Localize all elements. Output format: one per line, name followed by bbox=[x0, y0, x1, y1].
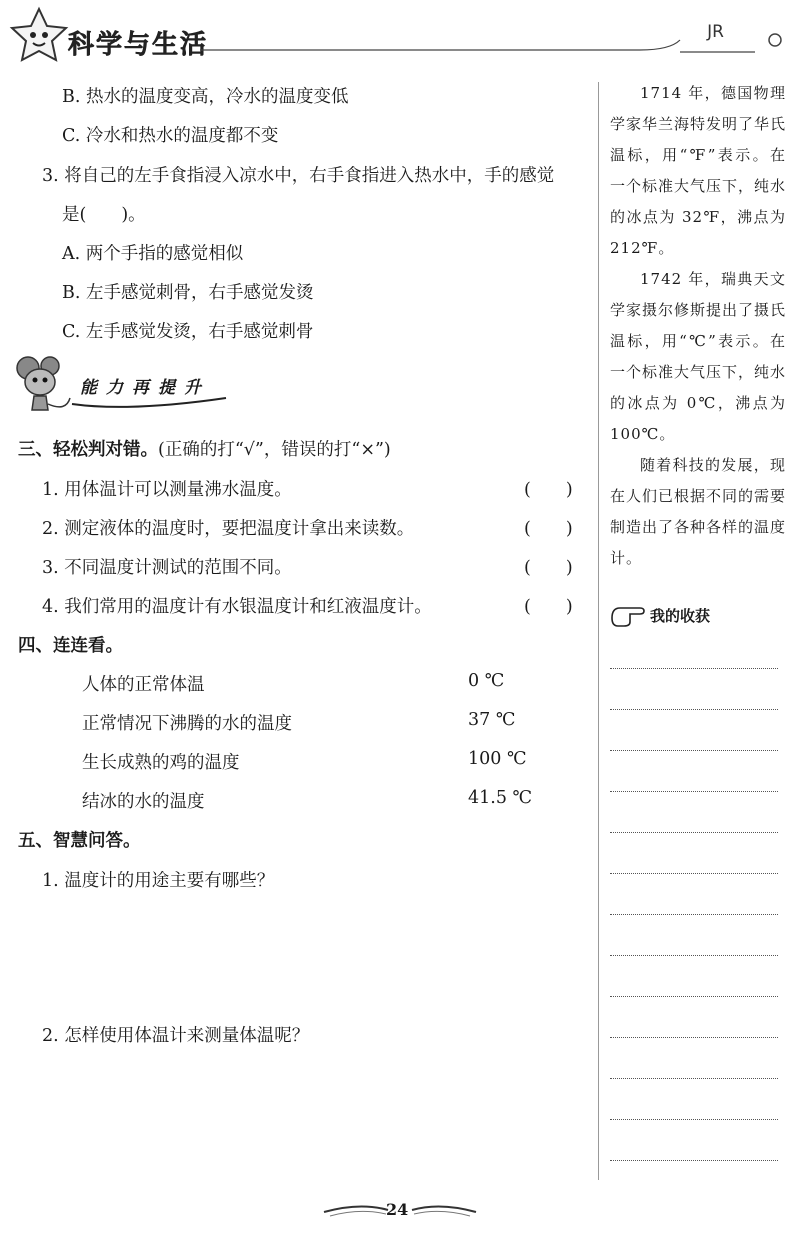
q3-option-c: C. 左手感觉发烫，右手感觉刺骨 bbox=[62, 322, 314, 342]
qa-answer-area-1[interactable] bbox=[42, 898, 582, 1008]
harvest-line[interactable] bbox=[610, 1160, 778, 1161]
harvest-label: 我的收获 bbox=[650, 606, 711, 625]
match-right-1[interactable]: 0 ℃ bbox=[468, 671, 505, 691]
match-right-2[interactable]: 37 ℃ bbox=[468, 710, 516, 730]
part3-title bbox=[18, 436, 391, 461]
q3-stem-line2: 是( )。 bbox=[62, 205, 146, 225]
tf-answer-3[interactable]: ( ) bbox=[524, 558, 573, 578]
harvest-line[interactable] bbox=[610, 873, 778, 874]
part3-note: (正确的打“√”，错误的打“×”) bbox=[158, 440, 391, 460]
q3-option-b: B. 左手感觉刺骨，右手感觉发烫 bbox=[62, 283, 314, 303]
part4-title: 四、连连看。 bbox=[18, 636, 123, 656]
harvest-line[interactable] bbox=[610, 1119, 778, 1120]
harvest-line[interactable] bbox=[610, 1037, 778, 1038]
harvest-line[interactable] bbox=[610, 996, 778, 997]
tf-item-2: 2. 测定液体的温度时，要把温度计拿出来读数。 bbox=[42, 519, 415, 539]
part3-title-text: 三、轻松判对错。 bbox=[18, 440, 158, 460]
sidebar-paragraph: 随着科技的发展，现在人们已根据不同的需要制造出了各种各样的温度计。 bbox=[610, 456, 787, 567]
match-right-4[interactable]: 41.5 ℃ bbox=[468, 788, 533, 808]
tf-item-1: 1. 用体温计可以测量沸水温度。 bbox=[42, 480, 292, 500]
match-left-3[interactable]: 生长成熟的鸡的温度 bbox=[82, 753, 240, 773]
harvest-line[interactable] bbox=[610, 668, 778, 669]
sidebar-paragraph: 1714 年，德国物理学家华兰海特发明了华氏温标，用“℉”表示。在一个标准大气压下，纯水的冰点为 32℉，沸点为 212℉。 bbox=[610, 84, 787, 257]
q3-stem-line1: 3. 将自己的左手食指浸入凉水中，右手食指进入热水中，手的感觉 bbox=[42, 166, 555, 186]
header-rule bbox=[200, 30, 790, 60]
qa-question-1: 1. 温度计的用途主要有哪些？ bbox=[42, 871, 275, 891]
tf-answer-1[interactable]: ( ) bbox=[524, 480, 573, 500]
harvest-line[interactable] bbox=[610, 709, 778, 710]
page-number: 24 bbox=[386, 1200, 409, 1219]
q2-option-b: B. 热水的温度变高，冷水的温度变低 bbox=[62, 87, 349, 107]
mouse-mascot-icon bbox=[8, 352, 76, 416]
tf-answer-2[interactable]: ( ) bbox=[524, 519, 573, 539]
harvest-heading bbox=[610, 602, 710, 628]
qa-question-2: 2. 怎样使用体温计来测量体温呢？ bbox=[42, 1026, 310, 1046]
tf-answer-4[interactable]: ( ) bbox=[524, 597, 573, 617]
match-left-2[interactable]: 正常情况下沸腾的水的温度 bbox=[82, 714, 292, 734]
harvest-line[interactable] bbox=[610, 914, 778, 915]
harvest-line[interactable] bbox=[610, 791, 778, 792]
harvest-line[interactable] bbox=[610, 1078, 778, 1079]
sidebar-paragraph: 1742 年，瑞典天文学家摄尔修斯提出了摄氏温标，用“℃”表示。在一个标准大气压下，纯水的冰点为 0℃，沸点为 100℃。 bbox=[610, 270, 787, 443]
q3-option-a: A. 两个手指的感觉相似 bbox=[62, 244, 244, 264]
pointing-hand-icon bbox=[610, 602, 648, 628]
sidebar-text bbox=[610, 78, 786, 574]
header-title: 科学与生活 bbox=[68, 30, 209, 60]
tf-item-4: 4. 我们常用的温度计有水银温度计和红液温度计。 bbox=[42, 597, 432, 617]
qa-answer-area-2[interactable] bbox=[42, 1053, 582, 1173]
match-left-1[interactable]: 人体的正常体温 bbox=[82, 675, 205, 695]
star-mascot-icon bbox=[8, 6, 70, 64]
part5-title: 五、智慧问答。 bbox=[18, 831, 141, 851]
harvest-line[interactable] bbox=[610, 955, 778, 956]
header-code: JR bbox=[707, 22, 724, 42]
column-divider bbox=[598, 82, 599, 1180]
match-right-3[interactable]: 100 ℃ bbox=[468, 749, 527, 769]
harvest-line[interactable] bbox=[610, 750, 778, 751]
match-left-4[interactable]: 结冰的水的温度 bbox=[82, 792, 205, 812]
harvest-line[interactable] bbox=[610, 832, 778, 833]
tf-item-3: 3. 不同温度计测试的范围不同。 bbox=[42, 558, 292, 578]
q2-option-c: C. 冷水和热水的温度都不变 bbox=[62, 126, 279, 146]
section-badge-label: 能力再提升 bbox=[80, 378, 210, 398]
